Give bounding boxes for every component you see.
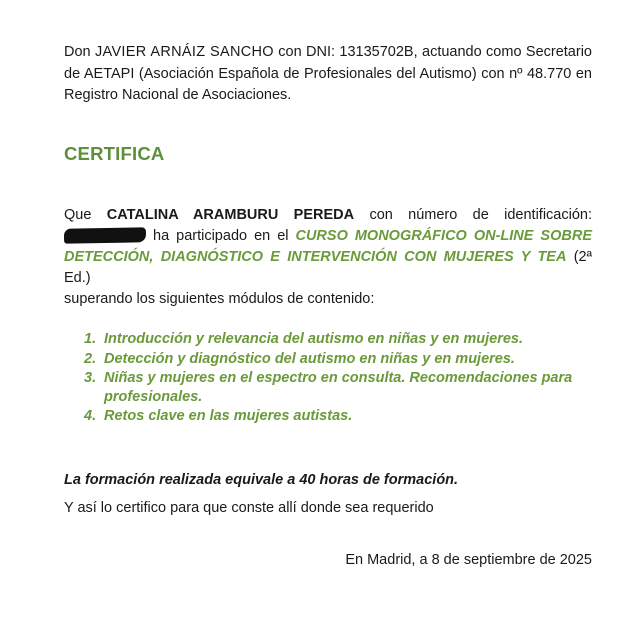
module-number: 3. <box>84 370 97 386</box>
place-and-date: En Madrid, a 8 de septiembre de 2025 <box>345 552 592 568</box>
module-item <box>84 407 584 426</box>
module-text: Retos clave en las mujeres autistas. <box>104 408 353 424</box>
module-item <box>84 330 584 349</box>
certification-paragraph <box>64 205 592 310</box>
course-title: CURSO MONOGRÁFICO ON-LINE SOBRE DETECCIÓN, DIAGNÓSTICO E INTERVENCIÓN CON MUJERES Y TEA <box>64 228 592 265</box>
intro-prefix: Don <box>64 44 95 60</box>
module-number: 4. <box>84 408 97 424</box>
intro-paragraph <box>64 42 592 107</box>
edition-text: (2ª Ed.) <box>64 249 592 286</box>
module-number: 2. <box>84 350 97 367</box>
module-item <box>84 350 584 369</box>
recipient-name: CATALINA ARAMBURU PEREDA <box>106 207 355 223</box>
closing-statement: Y así lo certifico para que conste allí donde sea requerido <box>64 500 434 516</box>
modules-list <box>84 330 584 427</box>
participated-text: ha participado en el <box>146 228 296 244</box>
intro-rest: con DNI: 13135702B, actuando como Secretario de AETAPI (Asociación Española de Profesionales del Autismo) con nº 48.770 en Registro Nacional de Asociaciones. <box>64 44 592 103</box>
module-text: Introducción y relevancia del autismo en niñas y en mujeres. <box>104 331 524 347</box>
module-text: Detección y diagnóstico del autismo en niñas y en mujeres. <box>104 350 515 367</box>
redacted-id-mark <box>64 227 146 243</box>
id-text: con número de identificación: <box>354 207 592 223</box>
module-number: 1. <box>84 331 97 347</box>
secretary-name: JAVIER ARNÁIZ SANCHO <box>95 44 274 60</box>
hours-statement: La formación realizada equivale a 40 horas de formación. <box>64 472 459 488</box>
module-item <box>84 369 584 406</box>
que-word: Que <box>64 207 107 223</box>
modules-intro: superando los siguientes módulos de contenido: <box>64 291 375 307</box>
module-text: Niñas y mujeres en el espectro en consulta. Recomendaciones para profesionales. <box>104 370 573 405</box>
certifica-heading: CERTIFICA <box>64 143 165 164</box>
